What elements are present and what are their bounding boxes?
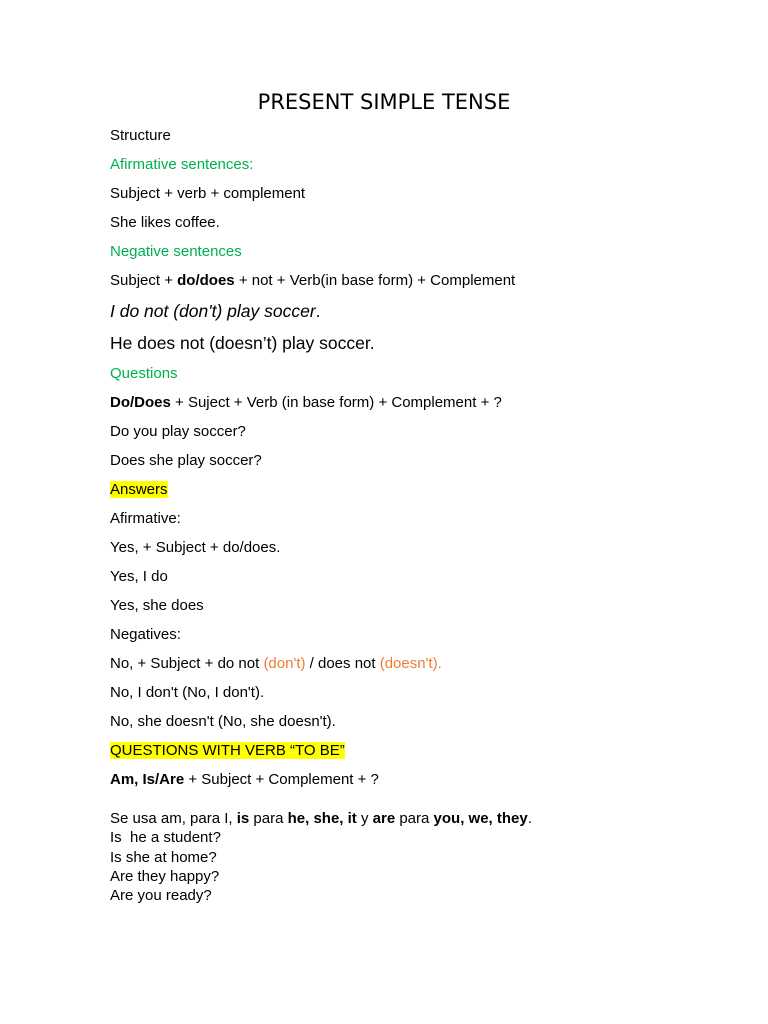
negative-answer-mid: / does not [305, 655, 380, 672]
yes-example-2: Yes, she does [110, 597, 204, 614]
question-structure-post: + Suject + Verb (in base form) + Complement + ? [170, 394, 502, 411]
to-be-heading [110, 742, 345, 760]
usage-text-1: Se usa am, para I, [110, 810, 237, 827]
to-be-example-3: Are they happy? [110, 868, 220, 885]
to-be-structure-bold: Am, Is/Are [110, 771, 185, 788]
usage-bold-is: is [236, 810, 250, 827]
negative-answer-pre: No, + Subject + do not [110, 655, 264, 672]
question-example-2: Does she play soccer? [110, 452, 262, 469]
negative-structure-post: + not + Verb(in base form) + Complement [234, 272, 516, 289]
question-structure-dodoes: Do/Does [110, 394, 171, 411]
structure-label: Structure [110, 127, 171, 144]
afirmative-answer-structure: Yes, + Subject + do/does. [110, 539, 281, 556]
negative-answer-doesnt: (doesn't). [379, 655, 442, 672]
question-example-1: Do you play soccer? [110, 423, 246, 440]
question-structure [110, 394, 502, 412]
to-be-heading-highlight: QUESTIONS WITH VERB “TO BE” [110, 742, 345, 759]
negatives-label: Negatives: [110, 626, 181, 643]
negative-answer-structure [110, 655, 442, 673]
affirmative-structure: Subject + verb + complement [110, 185, 306, 202]
usage-text-5: . [527, 810, 532, 827]
usage-text-3: y [356, 810, 373, 827]
negative-heading: Negative sentences [110, 243, 242, 260]
to-be-example-2: Is she at home? [110, 849, 217, 866]
answers-heading [110, 481, 168, 499]
negative-example-2: He does not (doesn’t) play soccer. [110, 333, 375, 353]
affirmative-heading: Afirmative sentences: [110, 156, 254, 173]
negative-example-1-italic: I do not (don't) play soccer [110, 301, 316, 321]
usage-text-4: para [395, 810, 434, 827]
usage-bold-you-we-they: you, we, they [433, 810, 528, 827]
no-example-2: No, she doesn't (No, she doesn't). [110, 713, 336, 730]
negative-answer-dont: (don't) [263, 655, 306, 672]
usage-bold-he-she-it: he, she, it [287, 810, 357, 827]
negative-structure-pre: Subject + [110, 272, 178, 289]
negative-structure [110, 272, 515, 290]
questions-heading: Questions [110, 365, 178, 382]
negative-example-1 [110, 301, 321, 322]
yes-example-1: Yes, I do [110, 568, 168, 585]
document-title: PRESENT SIMPLE TENSE [257, 90, 511, 114]
to-be-example-4: Are you ready? [110, 887, 212, 904]
to-be-structure [110, 771, 379, 789]
negative-example-1-period: . [315, 301, 321, 321]
usage-note [110, 810, 532, 828]
usage-text-2: para [249, 810, 288, 827]
answers-heading-highlight: Answers [110, 481, 168, 498]
negative-structure-dodoes: do/does [177, 272, 235, 289]
afirmative-label: Afirmative: [110, 510, 181, 527]
affirmative-example: She likes coffee. [110, 214, 220, 231]
usage-bold-are: are [372, 810, 396, 827]
to-be-example-1: Is he a student? [110, 829, 221, 846]
no-example-1: No, I don't (No, I don't). [110, 684, 265, 701]
to-be-structure-post: + Subject + Complement + ? [184, 771, 379, 788]
